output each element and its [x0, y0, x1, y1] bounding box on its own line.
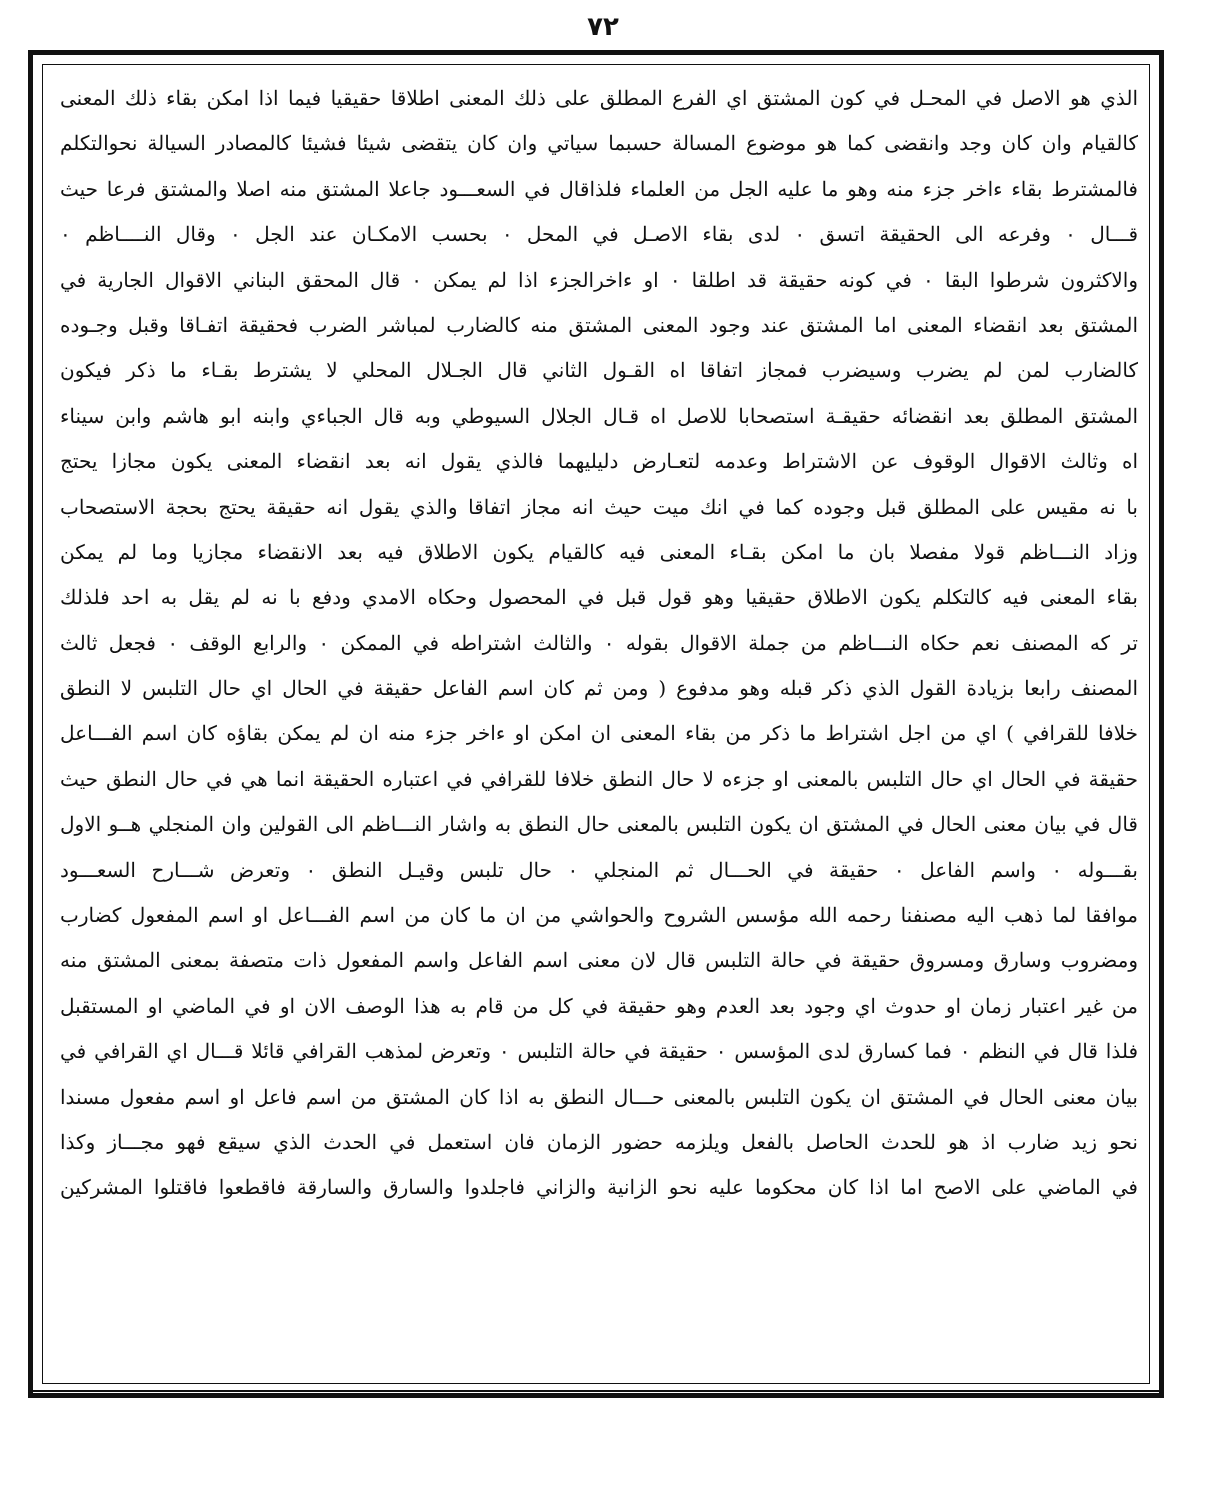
text-line: قـــال ٠ وفرعه الى الحقيقة اتسق ٠ لدى بقاء الاصـل في المحل ٠ بحسب الامكـان عند الجل ٠ وقال النــــاظم ٠ — [60, 222, 1138, 247]
text-line: بيان معنى الحال في المشتق ان يكون التلبس بالمعنى حـــال النطق به اذا كان المشتق من اسم فاعل او اسم مفعول مسندا — [60, 1084, 1138, 1109]
text-line: كالقيام وان كان وجد وانقضى كما هو موضوع المسالة حسبما سياتي وان كان يتقضى شيئا فشيئا كالمصادر السيالة نحوالتكلم — [60, 131, 1138, 156]
text-line: فالمشترط بقاء ءاخر جزء منه وهو ما عليه الجل من العلماء فلذاقال في السعـــود جاعلا المشتق منه اصلا والمشتق فرعا حيث — [60, 176, 1138, 201]
text-line: تر كه المصنف نعم حكاه النـــاظم من جملة الاقوال بقوله ٠ والثالث اشتراطه في الممكن ٠ والرابع الوقف ٠ فجعل ثالث — [60, 630, 1138, 655]
text-line: ومضروب وسارق ومسروق حقيقة في حالة التلبس قال لان معنى اسم الفاعل واسم المفعول ذات متصفة بمعنى المشتق منه — [60, 948, 1138, 973]
text-line: قال في بيان معنى الحال في المشتق ان يكون التلبس بالمعنى حال النطق به واشار النـــاظم الى القولين وان المنجلي هــو الاول — [60, 812, 1138, 837]
text-line: بقاء المعنى فيه كالتكلم يكون الاطلاق حقيقيا وهو قول قبل في المحصول وحكاه الامدي ودفع با نه لم يقل به احد فلذلك — [60, 585, 1138, 610]
page-border-bottom-rule — [28, 1390, 1164, 1396]
text-line: في الماضي على الاصح اما اذا كان محكوما عليه نحو الزانية والزاني فاجلدوا والسارق والسارقة فاقطعوا فاقتلوا المشركين — [60, 1175, 1138, 1200]
text-line: الذي هو الاصل في المحـل في كون المشتق اي الفرع المطلق على ذلك المعنى اطلاقا حقيقيا فيما اذا امكن بقاء ذلك المعنى — [60, 86, 1138, 110]
text-body — [60, 76, 1138, 1376]
text-line: والاكثرون شرطوا البقا ٠ في كونه حقيقة قد اطلقا ٠ او ءاخرالجزء اذا لم يمكن ٠ قال المحقق البناني الاقوال الجارية في — [60, 267, 1138, 292]
text-line: نحو زيد ضارب اذ هو للحدث الحاصل بالفعل ويلزمه حضور الزمان فان استعمل في الحدث الذي سيقع فهو مجـــاز وكذا — [60, 1129, 1138, 1154]
text-line: خلافا للقرافي ) اي من اجل اشتراط ما ذكر من بقاء المعنى ان امكن او ءاخر جزء منه ان لم يمكن بقاؤه كان اسم الفـــاعل — [60, 721, 1138, 746]
text-line: وزاد النـــاظم قولا مفصلا بان ما امكن بقـاء المعنى فيه كالقيام يكون الاطلاق فيه بعد الانقضاء مجازيا وما لم يمكن — [60, 539, 1138, 564]
page-number: ٧٢ — [587, 12, 619, 42]
text-line: حقيقة في الحال اي حال التلبس بالمعنى او جزءه لا حال النطق خلافا للقرافي في اعتباره الحقيقة انما هي في حال النطق حيث — [60, 766, 1138, 791]
text-line: من غير اعتبار زمان او حدوث اي وجود بعد العدم وهو حقيقة في كل من قام به هذا الوصف الان او في الماضي او المستقبل — [60, 993, 1138, 1018]
text-line: اه وثالث الاقوال الوقوف عن الاشتراط وعدمه لتعـارض دليليهما فالذي يقول انه بعد انقضاء المعنى يكون مجازا يحتج — [60, 449, 1138, 474]
text-line: المشتق بعد انقضاء المعنى اما المشتق عند وجود المعنى المشتق منه كالضارب لمباشر الضرب فحقيقة اتفـاقا وقبل وجـوده — [60, 312, 1138, 337]
text-line: بقـــوله ٠ واسم الفاعل ٠ حقيقة في الحـــال ثم المنجلي ٠ حال تلبس وقيـل النطق ٠ وتعرض شـــارح السعـــود — [60, 857, 1138, 882]
text-line: المشتق المطلق بعد انقضائه حقيقـة استصحابا للاصل اه قـال الجلال السيوطي وبه قال الجباءي وابنه ابو هاشم وابن سيناء — [60, 403, 1138, 428]
text-line: با نه مقيس على المطلق قبل وجوده كما في انك ميت حيث انه مجاز اتفاقا والذي يقول انه حقيقة يحتج بحجة الاستصحاب — [60, 494, 1138, 519]
text-line: كالضارب لمن لم يضرب وسيضرب فمجاز اتفاقا اه القـول الثاني قال الجـلال المحلي لا يشترط بقـاء ما ذكر فيكون — [60, 358, 1138, 383]
text-line: المصنف رابعا بزيادة القول الذي ذكر قبله وهو مدفوع ( ومن ثم كان اسم الفاعل حقيقة في الحال اي حال التلبس لا النطق — [60, 676, 1138, 701]
text-line: موافقا لما ذهب اليه مصنفنا رحمه الله مؤسس الشروح والحواشي من ان ما كان من اسم الفـــاعل او اسم المفعول كضارب — [60, 903, 1138, 928]
text-line: فلذا قال في النظم ٠ فما كسارق لدى المؤسس ٠ حقيقة في حالة التلبس ٠ وتعرض لمذهب القرافي قائلا قـــال اي القرافي في — [60, 1039, 1138, 1064]
